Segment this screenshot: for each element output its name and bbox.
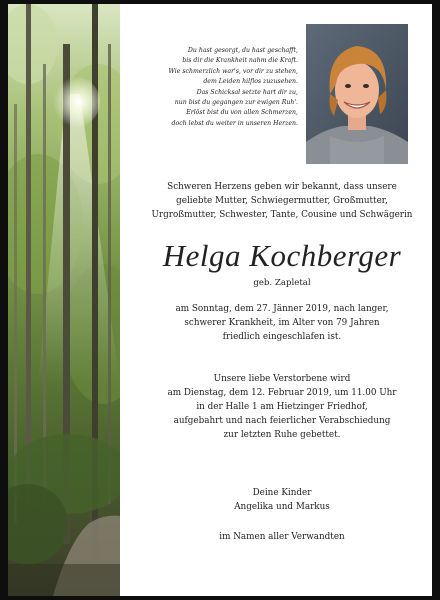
funeral-notice — [136, 372, 428, 442]
poem-line: Erlöst bist du von allen Schmerzen, — [186, 109, 298, 117]
signatures — [136, 486, 428, 514]
relatives-line: im Namen aller Verwandten — [219, 532, 345, 542]
poem-line: dem Leiden hilflos zuzusehen. — [203, 78, 298, 86]
poem-line: bis dir die Krankheit nahm die Kraft. — [182, 57, 298, 65]
poem-line: nun bist du gegangen zur ewigen Ruh'. — [174, 99, 298, 107]
signature-line: Angelika und Markus — [234, 502, 330, 512]
poem-line: Du hast gesorgt, du hast geschafft, — [187, 47, 298, 54]
announcement-line: geliebte Mutter, Schwiegermutter, Großmutter, — [176, 196, 388, 206]
poem-line: doch lebst du weiter in unseren Herzen. — [171, 119, 298, 127]
forest-image — [8, 4, 120, 596]
death-notice-line: schwerer Krankheit, im Alter von 79 Jahren — [184, 318, 380, 328]
poem-line: Das Schicksal setzte hart dir zu, — [196, 88, 298, 96]
funeral-notice-line: aufgebahrt und nach feierlicher Verabschiedung — [173, 416, 391, 426]
portrait-photo — [306, 24, 408, 164]
announcement-text — [136, 180, 428, 222]
death-notice-line: friedlich eingeschlafen ist. — [222, 332, 342, 342]
announcement-line: Schweren Herzens geben wir bekannt, dass unsere — [167, 182, 397, 192]
funeral-notice-line: am Dienstag, dem 12. Februar 2019, um 11.00 Uhr — [167, 388, 397, 398]
funeral-notice-line: in der Halle 1 am Hietzinger Friedhof, — [196, 402, 368, 412]
death-notice-line: am Sonntag, dem 27. Jänner 2019, nach langer, — [175, 304, 389, 314]
announcement-line: Urgroßmutter, Schwester, Tante, Cousine und Schwägerin — [151, 210, 413, 220]
poem-line: Wie schmerzlich war's, vor dir zu stehen, — [168, 67, 298, 75]
deceased-name: Helga Kochberger — [162, 238, 402, 273]
maiden-name: geb. Zapletal — [253, 278, 311, 288]
funeral-notice-line: zur letzten Ruhe gebettet. — [223, 430, 341, 440]
obituary-card — [8, 4, 432, 596]
signature-line: Deine Kinder — [252, 488, 312, 498]
funeral-notice-line: Unsere liebe Verstorbene wird — [213, 374, 351, 384]
forest-illustration — [8, 4, 120, 596]
death-notice — [136, 302, 428, 344]
memorial-poem — [158, 46, 298, 129]
portrait-illustration — [306, 24, 408, 164]
